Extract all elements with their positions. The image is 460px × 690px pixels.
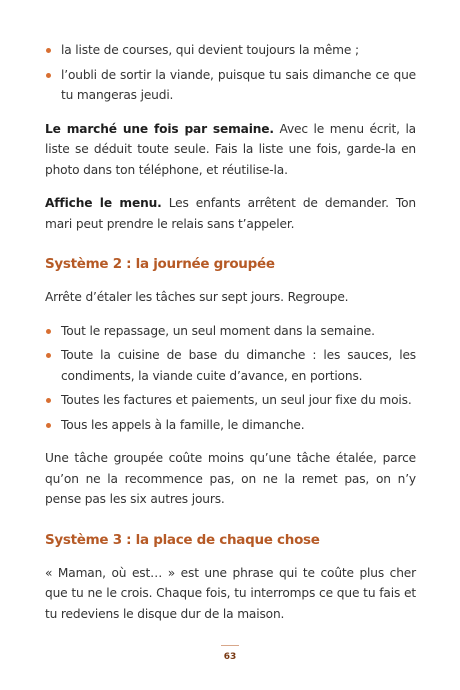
list-item xyxy=(45,65,416,106)
list-item-text: l’oubli de sortir la viande, puisque tu sais dimanche ce que tu mangeras jeudi. xyxy=(61,67,416,102)
paragraph-text: Les enfants arrêtent de demander. Ton mari peut prendre le relais sans t’appeler. xyxy=(45,196,416,231)
list-item-text: Tout le repassage, un seul moment dans la semaine. xyxy=(61,323,375,338)
bullet-list-system-2 xyxy=(45,321,416,436)
paragraph-text: Avec le menu écrit, la liste se déduit toute seule. Fais la liste une fois, garde-la en photo dans ton téléphone, et réutilise-la. xyxy=(45,121,416,177)
list-item xyxy=(45,345,416,386)
list-item-text: Tous les appels à la famille, le dimanche. xyxy=(61,417,305,432)
list-item-text: la liste de courses, qui devient toujours la même ; xyxy=(61,43,359,57)
list-item-text: Toute la cuisine de base du dimanche : les sauces, les condiments, la viande cuite d’avance, en portions. xyxy=(61,348,416,383)
system-2-conclusion: Une tâche groupée coûte moins qu’une tâche étalée, parce qu’on ne la recommence pas, on ne la remet pas, on n’y pense pas les six autres jours. xyxy=(45,451,416,506)
page-content xyxy=(45,40,416,624)
bullet-dot-icon xyxy=(46,398,51,403)
paragraph-market xyxy=(45,119,416,181)
section-heading-system-3: Système 3 : la place de chaque chose xyxy=(45,531,320,548)
bullet-list-planning xyxy=(45,40,416,106)
list-item xyxy=(45,415,416,436)
bullet-dot-icon xyxy=(46,353,51,358)
bullet-dot-icon xyxy=(46,423,51,428)
footer-divider xyxy=(221,645,239,646)
list-item xyxy=(45,40,416,61)
system-3-text: « Maman, où est… » est une phrase qui te coûte plus cher que tu ne le crois. Chaque fois, tu interromps ce que tu fais et tu redeviens le disque dur de la maison. xyxy=(45,565,416,621)
bullet-dot-icon xyxy=(46,48,51,53)
paragraph-lead: Le marché une fois par semaine. xyxy=(45,121,274,136)
list-item xyxy=(45,321,416,342)
section-heading-system-2: Système 2 : la journée groupée xyxy=(45,256,275,272)
list-item xyxy=(45,390,416,411)
paragraph-menu xyxy=(45,193,416,234)
page-number: 63 xyxy=(223,652,237,662)
bullet-dot-icon xyxy=(46,73,51,78)
bullet-dot-icon xyxy=(46,329,51,334)
list-item-text: Toutes les factures et paiements, un seul jour fixe du mois. xyxy=(61,393,412,407)
paragraph-lead: Affiche le menu. xyxy=(45,196,162,210)
system-2-intro: Arrête d’étaler les tâches sur sept jours. Regroupe. xyxy=(45,290,349,304)
